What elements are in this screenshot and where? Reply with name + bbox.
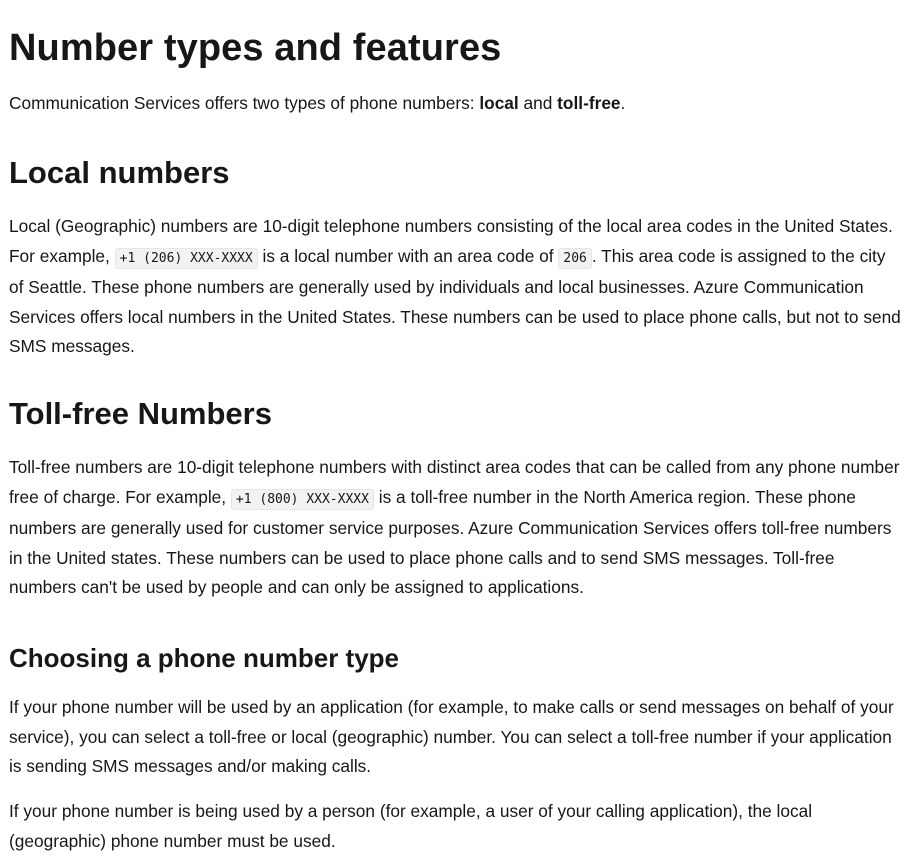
page-title: Number types and features [9,27,502,69]
intro-tollfree-term: toll-free [557,93,621,113]
choosing-paragraph-application: If your phone number will be used by an application (for example, to make calls or send messages on behalf of your service), you can select a toll-free or local (geographic) number. You can select a toll-free number if your application is sending SMS messages and/or making calls. [9,697,894,776]
intro-local-term: local [479,93,519,113]
local-text-end: . This area code is assigned to the city of Seattle. These phone numbers are generally used by individuals and local businesses. Azure Communication Services offers local numbers in the United States. These numbers can be used to place phone calls, but not to send SMS messages. [9,245,901,356]
intro-paragraph [9,89,901,119]
tollfree-numbers-paragraph [9,453,901,603]
local-numbers-heading: Local numbers [9,155,230,190]
intro-text: Communication Services offers two types of phone numbers: [9,93,480,113]
choosing-type-heading: Choosing a phone number type [9,643,400,673]
intro-and: and [518,93,558,113]
intro-period: . [620,93,626,113]
area-code-code: 206 [558,248,591,269]
choosing-paragraph-person: If your phone number is being used by a person (for example, a user of your calling application), the local (geographic) phone number must be used. [9,801,813,851]
local-number-example-code: +1 (206) XXX-XXXX [115,248,258,269]
local-numbers-paragraph [9,212,901,362]
local-text-start: Local (Geographic) numbers are 10-digit telephone numbers consisting of the local area codes in the United States. For example, [9,216,893,266]
tollfree-number-example-code: +1 (800) XXX-XXXX [231,489,374,510]
tollfree-text-end: is a toll-free number in the North America region. These phone numbers are generally used for customer service purposes. Azure Communication Services offers toll-free numbers in the United states. These numbers can be used to place phone calls and to send SMS messages. Toll-free numbers can't be used by people and can only be assigned to applications. [9,486,892,597]
local-text-mid: is a local number with an area code of [257,245,559,266]
tollfree-numbers-heading: Toll-free Numbers [9,396,272,431]
tollfree-text-start: Toll-free numbers are 10-digit telephone numbers with distinct area codes that can be called from any phone number free of charge. For example, [9,457,900,507]
